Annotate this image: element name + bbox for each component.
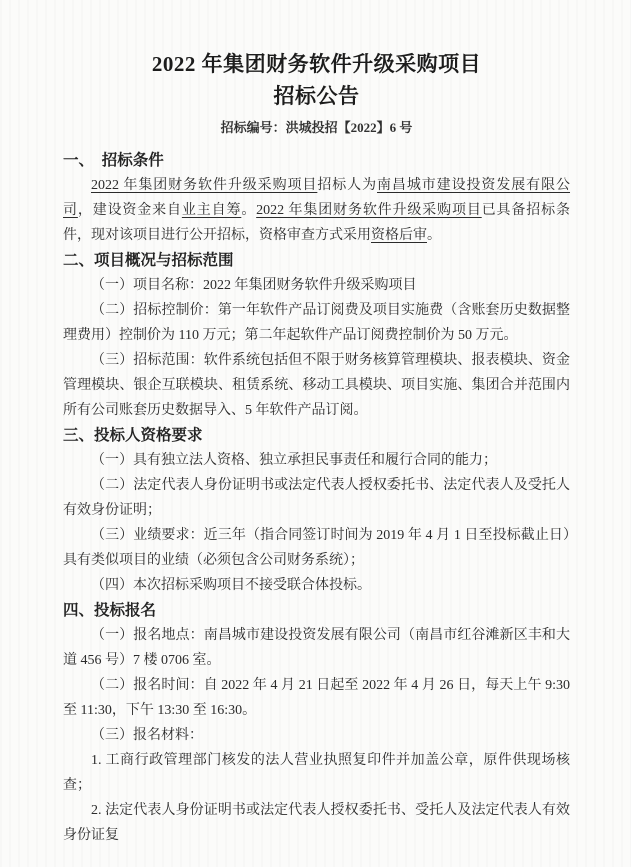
underlined-text: 2022 年集团财务软件升级采购项目 [91,178,318,193]
section-heading: 二、项目概况与招标范围 [63,252,234,269]
paragraph [63,173,570,248]
section-heading: 一、 招标条件 [63,152,164,169]
paragraph: （四）本次招标采购项目不接受联合体投标。 [91,578,371,593]
section [63,248,570,423]
paragraph: （三）报名材料： [91,728,203,743]
plain-text: ，建设资金来自 [77,203,182,218]
paragraph: （二）法定代表人身份证明书或法定代表人授权委托书、法定代表人及受托人有效身份证明； [63,478,570,518]
underlined-text: 南昌城市建设投资发展有限公司 [63,178,571,218]
paragraph: （三）招标范围：软件系统包括但不限于财务核算管理模块、报表模块、资金管理模块、银企互联模块、租赁系统、移动工具模块、项目实施、集团合并范围内所有公司账套历史数据导入、5 年软件产品订阅。 [63,353,570,418]
paragraph: 1. 工商行政管理部门核发的法人营业执照复印件并加盖公章，原件供现场核查； [63,753,570,793]
document-title-line2: 招标公告 [273,84,360,108]
paragraph: 2. 法定代表人身份证明书或法定代表人授权委托书、受托人及法定代表人有效身份证复 [63,803,570,843]
section [63,148,570,248]
section-heading: 四、投标报名 [63,602,157,619]
paragraph: （一）具有独立法人资格、独立承担民事责任和履行合同的能力； [91,453,497,468]
paragraph: （一）项目名称：2022 年集团财务软件升级采购项目 [91,278,417,293]
underlined-text: 业主自筹 [181,203,242,218]
tender-number: 招标编号：洪城投招【2022】6 号 [220,120,413,135]
underlined-text: 2022 年集团财务软件升级采购项目 [256,203,482,218]
document-title-line1: 2022 年集团财务软件升级采购项目 [151,52,482,76]
document-content [63,48,570,848]
section [63,598,570,848]
section-heading: 三、投标人资格要求 [63,427,203,444]
underlined-text: 资格后审 [371,228,427,243]
plain-text: 。 [427,228,441,243]
document-body [63,148,570,848]
plain-text: 已具备招标条件，现对该项目进行公开招标，资格审查方式采用 [63,203,570,243]
paragraph: （二）招标控制价：第一年软件产品订阅费及项目实施费（含账套历史数据整理费用）控制价为 110 万元；第二年起软件产品订阅费控制价为 50 万元。 [63,303,570,343]
paragraph: （三）业绩要求：近三年（指合同签订时间为 2019 年 4 月 1 日至投标截止日）具有类似项目的业绩（必须包含公司财务系统）； [63,528,570,568]
paragraph: （一）报名地点：南昌城市建设投资发展有限公司（南昌市红谷滩新区丰和大道 456 号）7 楼 0706 室。 [63,628,570,668]
plain-text: 招标人为 [317,178,378,193]
paragraph: （二）报名时间：自 2022 年 4 月 21 日起至 2022 年 4 月 26 日，每天上午 9:30 至 11:30，下午 13:30 至 16:30。 [63,678,570,718]
section [63,423,570,598]
plain-text: 。 [241,203,257,218]
